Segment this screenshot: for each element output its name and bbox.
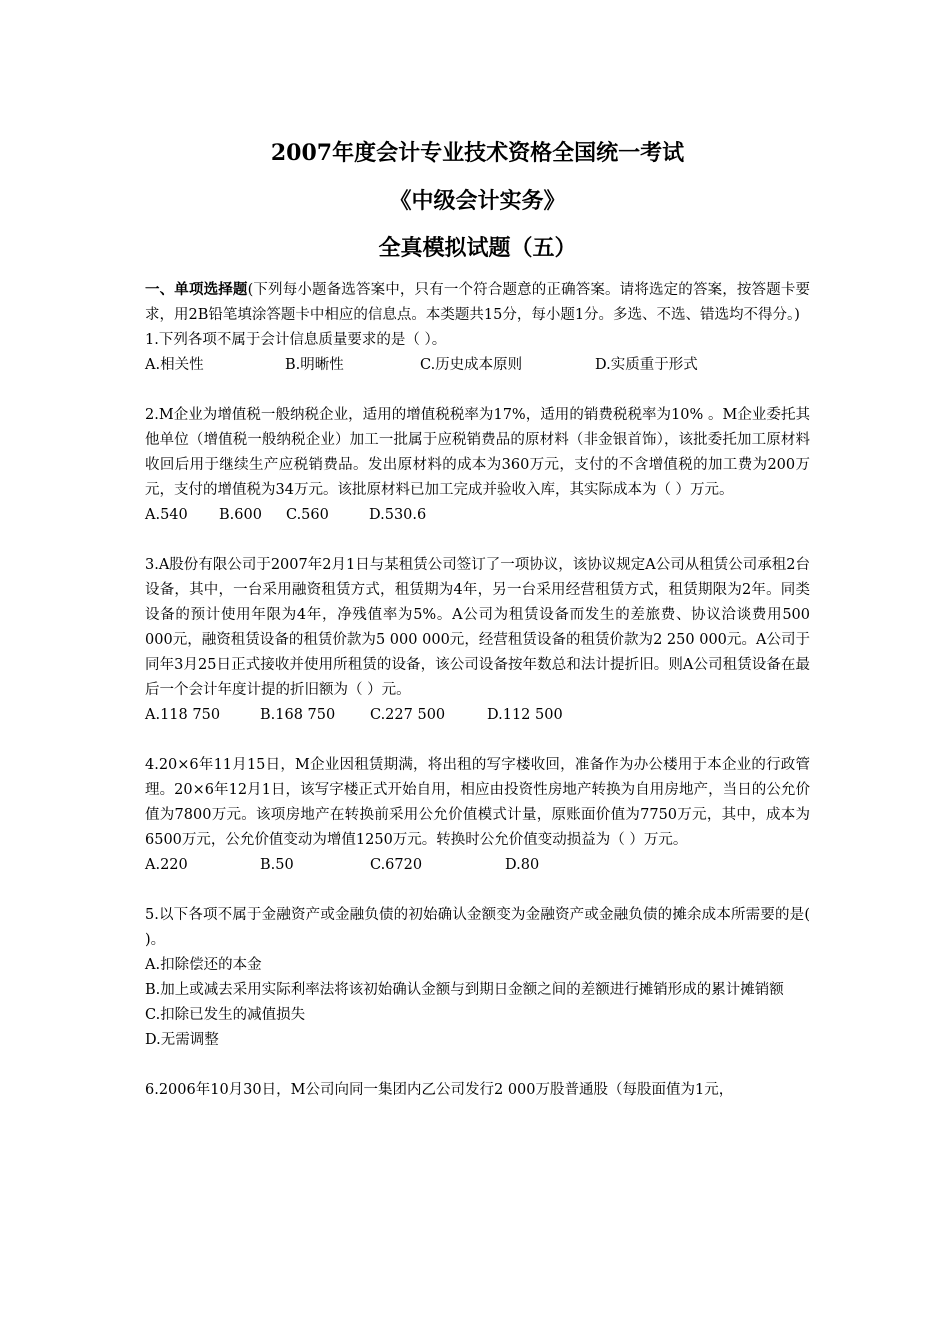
question-5-stem: 5.以下各项不属于金融资产或金融负债的初始确认金额变为金融资产或金融负债的摊余成本所需要的是( )。: [145, 907, 810, 948]
q4-option-d: D.80: [505, 857, 540, 873]
section-heading: 一、单项选择题: [145, 281, 248, 298]
q3-option-b: B.168 750: [260, 707, 336, 723]
q4-option-b: B.50: [260, 857, 294, 873]
q1-option-a: A.相关性: [145, 357, 204, 373]
q1-option-b: B.明晰性: [285, 357, 344, 373]
q5-option-c: C.扣除已发生的减值损失: [145, 1007, 306, 1023]
exam-paper-name: 全真模拟试题（五）: [378, 235, 577, 261]
question-6-stem: 6.2006年10月30日，M公司向同一集团内乙公司发行2 000万股普通股（每股面值为1元，: [145, 1082, 734, 1098]
question-2-stem: 2.M企业为增值税一般纳税企业，适用的增值税税率为17%，适用的销费税税率为10% 。M企业委托其他单位（增值税一般纳税企业）加工一批属于应税销费品的原材料（非金银首饰），该批委托加工原材料收回后用于继续生产应税销费品。发出原材料的成本为360万元，支付的不含增值税的加工费为200万元，支付的增值税为34万元。该批原材料已加工完成并验收入库，其实际成本为（ ）万元。: [145, 407, 810, 498]
exam-subject: 《中级会计实务》: [389, 188, 566, 214]
q5-option-d: D.无需调整: [145, 1032, 219, 1048]
exam-title: 2007年度会计专业技术资格全国统一考试: [270, 140, 685, 166]
question-2-options: [145, 503, 810, 528]
question-4-stem: 4.20×6年11月15日，M企业因租赁期满，将出租的写字楼收回，准备作为办公楼用于本企业的行政管理。20×6年12月1日，该写字楼正式开始自用，相应由投资性房地产转换为自用房地产，当日的公允价值为7800万元。该项房地产在转换前采用公允价值模式计量，原账面价值为7750万元，其中，成本为6500万元，公允价值变动为增值1250万元。转换时公允价值变动损益为（ ）万元。: [145, 757, 810, 848]
section-instructions-text: (下列每小题备选答案中，只有一个符合题意的正确答案。请将选定的答案，按答题卡要求，用2B铅笔填涂答题卡中相应的信息点。本类题共15分，每小题1分。多选、不选、错选均不得分。): [145, 282, 811, 323]
q1-option-d: D.实质重于形式: [595, 357, 698, 373]
question-1-options: [145, 353, 810, 378]
q4-option-c: C.6720: [370, 857, 423, 873]
q2-option-d: D.530.6: [369, 507, 427, 523]
q3-option-a: A.118 750: [145, 707, 221, 723]
exam-body: [145, 277, 810, 1103]
question-1-stem: 1.下列各项不属于会计信息质量要求的是（ ）。: [145, 332, 447, 348]
q2-option-b: B.600: [219, 507, 262, 523]
q5-option-b: B.加上或减去采用实际利率法将该初始确认金额与到期日金额之间的差额进行摊销形成的累计摊销额: [145, 982, 784, 998]
q3-option-c: C.227 500: [370, 707, 446, 723]
q3-option-d: D.112 500: [487, 707, 563, 723]
q4-option-a: A.220: [145, 857, 188, 873]
section-instructions: [145, 277, 810, 328]
question-4-options: [145, 853, 810, 878]
question-3-stem: 3.A股份有限公司于2007年2月1日与某租赁公司签订了一项协议，该协议规定A公司从租赁公司承租2台设备，其中，一台采用融资租赁方式，租赁期为4年，另一台采用经营租赁方式，租赁期限为2年。同类设备的预计使用年限为4年，净残值率为5%。A公司为租赁设备而发生的差旅费、协议洽谈费用500 000元，融资租赁设备的租赁价款为5 000 000元，经营租赁设备的租赁价款为2 250 000元。A公司于同年3月25日正式接收并使用所租赁的设备，该公司设备按年数总和法计提折旧。则A公司租赁设备在最后一个会计年度计提的折旧额为（ ）元。: [145, 557, 810, 698]
q2-option-c: C.560: [286, 507, 329, 523]
q5-option-a: A.扣除偿还的本金: [145, 957, 262, 973]
q1-option-c: C.历史成本原则: [420, 357, 523, 373]
question-3-options: [145, 703, 810, 728]
q2-option-a: A.540: [145, 507, 188, 523]
